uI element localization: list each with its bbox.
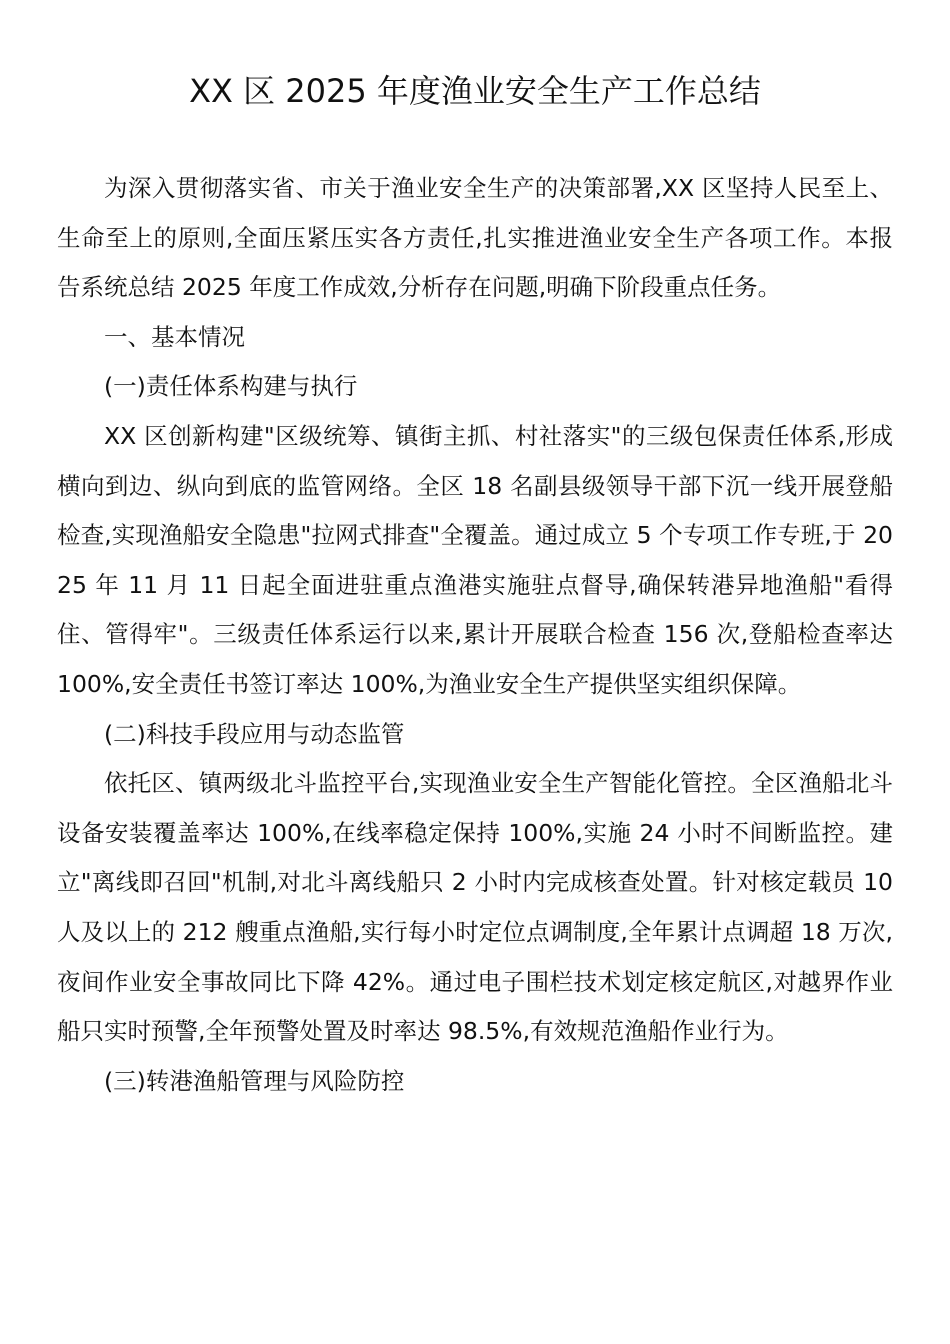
technology-monitoring-paragraph: 依托区、镇两级北斗监控平台,实现渔业安全生产智能化管控。全区渔船北斗设备安装覆盖率达 100%,在线率稳定保持 100%,实施 24 小时不间断监控。建立"离线即召回"机制,对北斗离线船只 2 小时内完成核查处置。针对核定载员 10 人及以上的 212 艘重点渔船,实行每小时定位点调制度,全年累计点调超 18 万次,夜间作业安全事故同比下降 42%。通过电子围栏技术划定核定航区,对越界作业船只实时预警,全年预警处置及时率达 98.5%,有效规范渔船作业行为。 xyxy=(57,769,893,1046)
subsection-heading-responsibility-system: (一)责任体系构建与执行 xyxy=(104,372,358,401)
section-heading-basic-situation: 一、基本情况 xyxy=(104,322,245,351)
responsibility-system-paragraph: XX 区创新构建"区级统筹、镇街主抓、村社落实"的三级包保责任体系,形成横向到边、纵向到底的监管网络。全区 18 名副县级领导干部下沉一线开展登船检查,实现渔船安全隐患"拉网式排查"全覆盖。通过成立 5 个专项工作专班,于 2025 年 11 月 11 日起全面进驻重点渔港实施驻点督导,确保转港异地渔船"看得住、管得牢"。三级责任体系运行以来,累计开展联合检查 156 次,登船检查率达 100%,安全责任书签订率达 100%,为渔业安全生产提供坚实组织保障。 xyxy=(57,421,893,698)
subsection-heading-port-transfer-management: (三)转港渔船管理与风险防控 xyxy=(104,1066,405,1095)
document-title: XX 区 2025 年度渔业安全生产工作总结 xyxy=(189,72,761,110)
document-body xyxy=(57,164,893,1106)
subsection-heading-technology-monitoring: (二)科技手段应用与动态监管 xyxy=(104,719,405,748)
intro-paragraph: 为深入贯彻落实省、市关于渔业安全生产的决策部署,XX 区坚持人民至上、生命至上的原则,全面压紧压实各方责任,扎实推进渔业安全生产各项工作。本报告系统总结 2025 年度工作成效,分析存在问题,明确下阶段重点任务。 xyxy=(57,174,893,302)
